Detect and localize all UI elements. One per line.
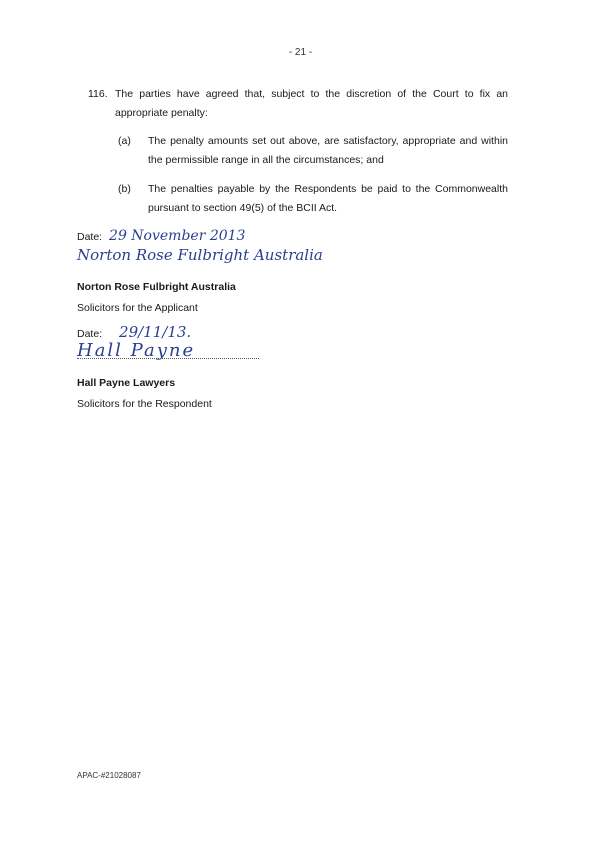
applicant-role: Solicitors for the Applicant (77, 302, 198, 314)
sub-item-text: The penalties payable by the Respondents be paid to the Commonwealth pursuant to section 49(5) of the BCII Act. (148, 183, 508, 214)
sub-item-a (118, 132, 508, 170)
paragraph-number: 116. (88, 88, 108, 100)
sub-item-b (118, 180, 508, 218)
respondent-role: Solicitors for the Respondent (77, 398, 212, 410)
signature-line (77, 358, 259, 359)
respondent-date-row (77, 323, 191, 341)
document-reference: APAC-#21028087 (77, 771, 141, 780)
applicant-date-row (77, 228, 245, 244)
paragraph-116 (88, 85, 508, 123)
respondent-firm-name: Hall Payne Lawyers (77, 377, 176, 389)
sub-item-text: The penalty amounts set out above, are satisfactory, appropriate and within the permissible range in all the circumstances; and (148, 135, 508, 166)
respondent-signature: Hall Payne (77, 340, 196, 361)
handwritten-date: 29/11/13. (119, 323, 192, 341)
applicant-firm-name: Norton Rose Fulbright Australia (77, 281, 236, 293)
applicant-signature: Norton Rose Fulbright Australia (77, 246, 323, 264)
date-label: Date: (77, 328, 103, 340)
date-label: Date: (77, 231, 103, 243)
paragraph-text: The parties have agreed that, subject to the discretion of the Court to fix an appropriate penalty: (115, 88, 508, 119)
sub-item-label: (b) (118, 183, 131, 195)
sub-item-label: (a) (118, 135, 131, 147)
handwritten-date: 29 November 2013 (109, 228, 246, 244)
page-number: - 21 - (288, 47, 313, 58)
